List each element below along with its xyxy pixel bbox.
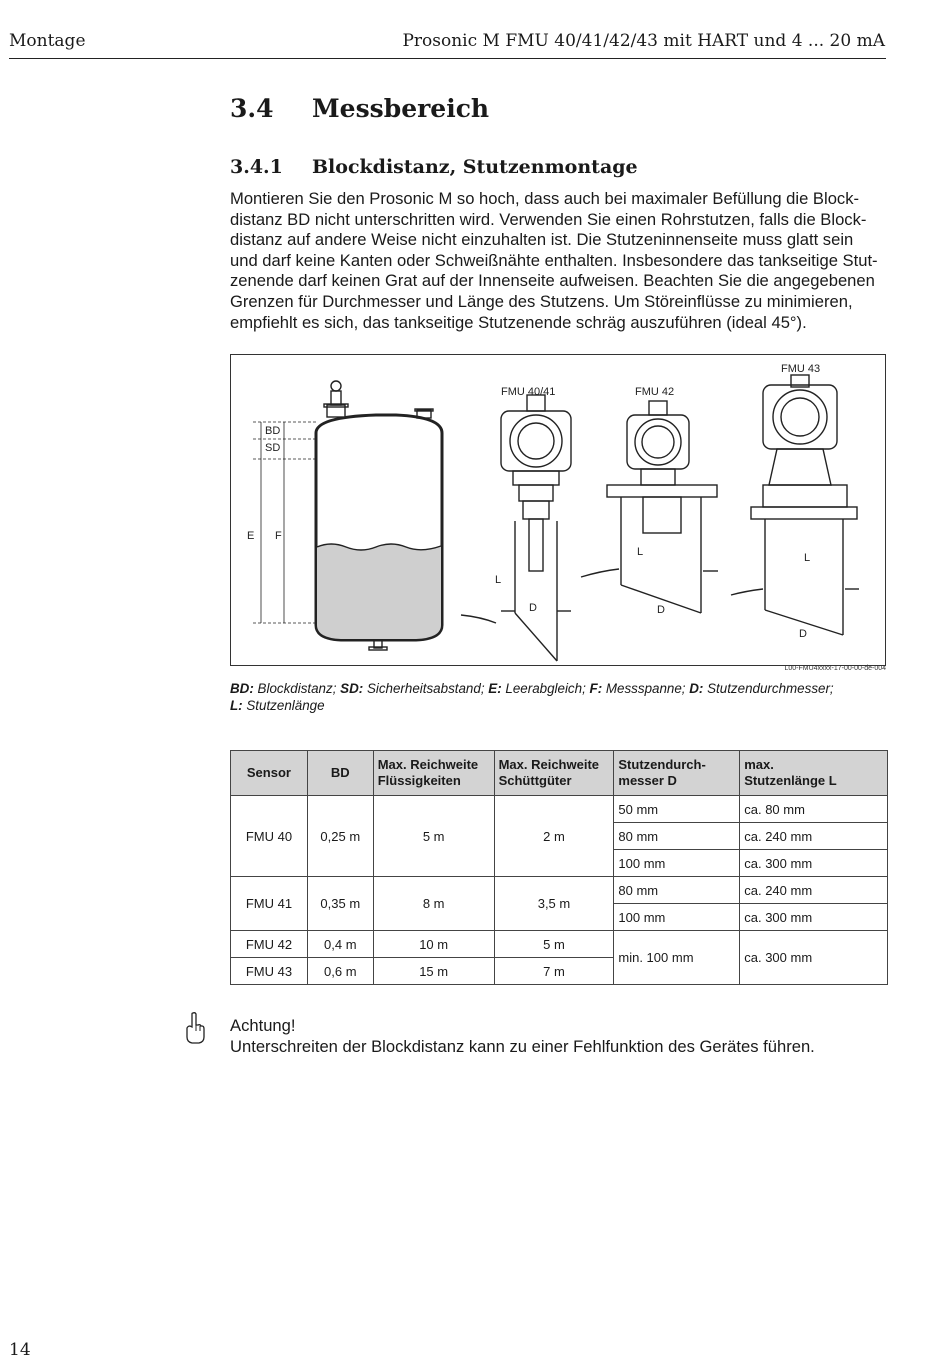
header-section-title: Montage (9, 31, 86, 51)
header-rule (9, 58, 886, 59)
cell-diameter: 80 mm (614, 823, 740, 850)
label-d-fmu42: D (657, 604, 665, 616)
section-number: 3.4 (230, 94, 274, 123)
label-d-fmu40: D (529, 602, 537, 614)
cell-length: ca. 80 mm (740, 796, 888, 823)
cell-length: ca. 300 mm (740, 850, 888, 877)
fmu-42-drawing (581, 401, 718, 613)
intro-line: Grenzen für Durchmesser und Länge des Stutzens. Um Störeinflüsse zu minimieren, (230, 291, 853, 311)
table-row (231, 796, 888, 823)
warning-text: Unterschreiten der Blockdistanz kann zu einer Fehlfunktion des Gerätes führen. (230, 1037, 815, 1056)
intro-line: distanz auf andere Weise nicht einzuhalten ist. Die Stutzeninnenseite muss glatt sein (230, 230, 854, 250)
label-bd: BD (265, 425, 281, 437)
header-bd: BD (307, 751, 373, 796)
page-number: 14 (9, 1340, 31, 1360)
cell-diameter: min. 100 mm (614, 931, 740, 985)
cell-bd: 0,6 m (307, 958, 373, 985)
caption-text: Leerabgleich; (501, 681, 590, 696)
caption-key: D: (689, 681, 704, 696)
header-nozzle-diameter: Stutzendurch- messer D (614, 751, 740, 796)
table-row (231, 877, 888, 904)
label-l-fmu40: L (495, 574, 502, 586)
cell-range-liquids: 5 m (373, 796, 494, 877)
mounting-diagram (231, 355, 887, 667)
intro-paragraph (230, 189, 887, 333)
fmu-40-41-drawing (461, 395, 571, 661)
section-title: Messbereich (312, 94, 490, 123)
cell-range-solids: 7 m (494, 958, 614, 985)
intro-line: und darf keine Kanten oder Schweißnähte enthalten. Insbesondere das tankseitige Stut- (230, 250, 878, 270)
figure-code: L00-FMU4xxxx-17-00-00-de-004 (784, 665, 886, 672)
fmu-43-drawing (731, 375, 859, 635)
cell-length: ca. 240 mm (740, 823, 888, 850)
header-range-liquids: Max. Reichweite Flüssigkeiten (373, 751, 494, 796)
cell-length: ca. 300 mm (740, 931, 888, 985)
cell-length: ca. 300 mm (740, 904, 888, 931)
label-fmu-40-41: FMU 40/41 (501, 386, 556, 398)
header-sensor: Sensor (231, 751, 308, 796)
cell-sensor: FMU 43 (231, 958, 308, 985)
label-d-fmu43: D (799, 628, 807, 640)
caption-text: Stutzendurchmesser; (703, 681, 834, 696)
caption-text: Sicherheitsabstand; (363, 681, 489, 696)
cell-range-solids: 2 m (494, 796, 614, 877)
cell-bd: 0,35 m (307, 877, 373, 931)
intro-line: Montieren Sie den Prosonic M so hoch, dass auch bei maximaler Befüllung die Block- (230, 189, 860, 208)
dimension-lines (253, 422, 316, 623)
tank-drawing (316, 381, 442, 650)
figure-caption (230, 680, 834, 714)
table-row (231, 931, 888, 958)
subsection-number: 3.4.1 (230, 156, 283, 178)
caption-key: L: (230, 698, 243, 713)
label-f: F (275, 530, 282, 542)
caption-key: E: (488, 681, 502, 696)
label-sd: SD (265, 442, 281, 454)
mounting-figure (230, 354, 886, 666)
label-l-fmu42: L (637, 546, 644, 558)
label-fmu-43: FMU 43 (781, 363, 821, 375)
cell-length: ca. 240 mm (740, 877, 888, 904)
caption-key: BD: (230, 681, 254, 696)
caption-text: Messspanne; (602, 681, 690, 696)
table-header-row (231, 751, 888, 796)
cell-sensor: FMU 42 (231, 931, 308, 958)
pointing-hand-icon (184, 1011, 206, 1050)
cell-diameter: 100 mm (614, 850, 740, 877)
sensor-table (230, 750, 888, 985)
cell-diameter: 80 mm (614, 877, 740, 904)
label-l-fmu43: L (804, 552, 811, 564)
header-document-title: Prosonic M FMU 40/41/42/43 mit HART und 4 ... 20 mA (402, 31, 885, 51)
header-range-solids: Max. Reichweite Schüttgüter (494, 751, 614, 796)
intro-line: empfiehlt es sich, das tankseitige Stutzenende schräg auszuführen (ideal 45°). (230, 312, 807, 332)
cell-bd: 0,25 m (307, 796, 373, 877)
cell-diameter: 50 mm (614, 796, 740, 823)
cell-range-solids: 3,5 m (494, 877, 614, 931)
cell-range-liquids: 15 m (373, 958, 494, 985)
label-e: E (247, 530, 255, 542)
warning-note (230, 1015, 815, 1057)
label-fmu-42: FMU 42 (635, 386, 675, 398)
intro-line: zenende darf keinen Grat auf der Innenseite aufweisen. Beachten Sie die angegebenen (230, 271, 875, 291)
warning-title: Achtung! (230, 1016, 296, 1035)
subsection-title: Blockdistanz, Stutzenmontage (312, 156, 638, 178)
cell-diameter: 100 mm (614, 904, 740, 931)
cell-sensor: FMU 41 (231, 877, 308, 931)
cell-range-liquids: 8 m (373, 877, 494, 931)
caption-text: Stutzenlänge (242, 698, 325, 713)
header-nozzle-length: max. Stutzenlänge L (740, 751, 888, 796)
cell-range-liquids: 10 m (373, 931, 494, 958)
caption-key: F: (589, 681, 603, 696)
cell-sensor: FMU 40 (231, 796, 308, 877)
cell-range-solids: 5 m (494, 931, 614, 958)
intro-line: distanz BD nicht unterschritten wird. Verwenden Sie einen Rohrstutzen, falls die Block- (230, 209, 867, 229)
cell-bd: 0,4 m (307, 931, 373, 958)
caption-key: SD: (340, 681, 364, 696)
caption-text: Blockdistanz; (253, 681, 341, 696)
